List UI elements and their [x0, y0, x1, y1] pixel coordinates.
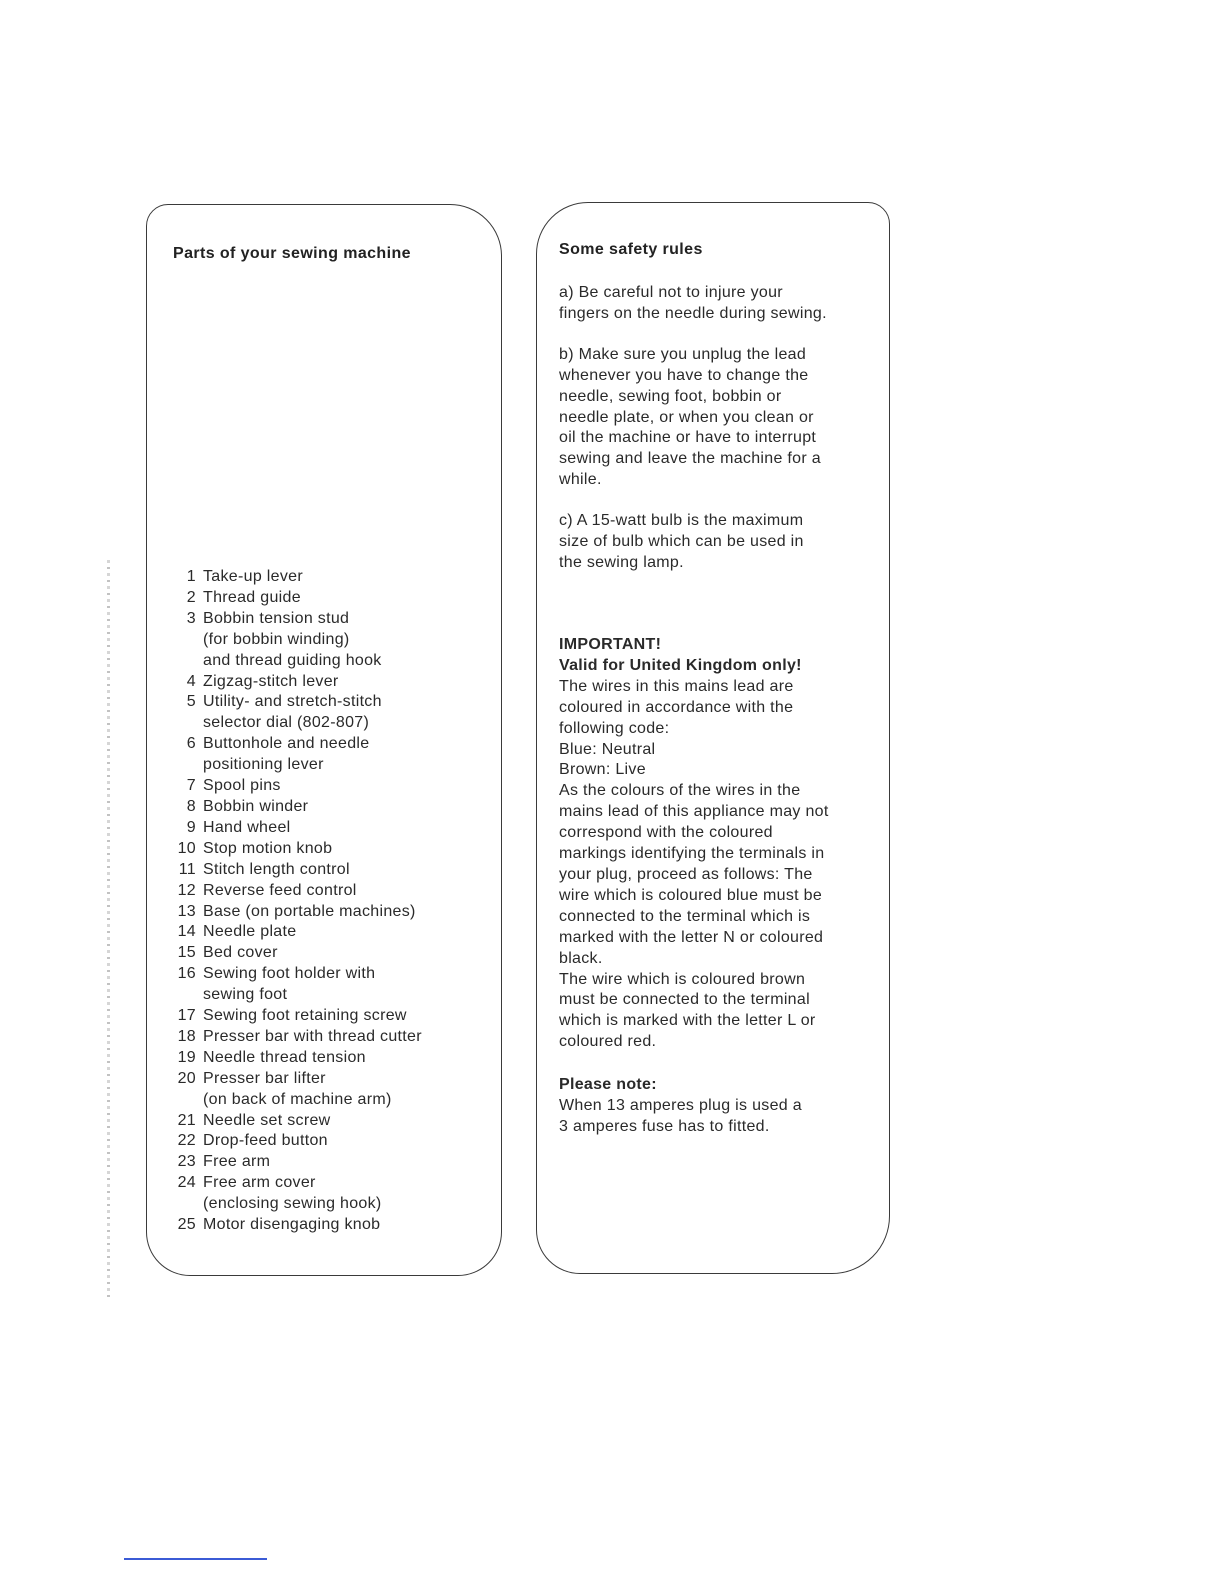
important-subtitle: Valid for United Kingdom only! [559, 656, 802, 674]
part-name: Presser bar lifter (on back of machine arm) [203, 1069, 392, 1108]
important-notice [559, 635, 871, 1053]
important-body-2: The wire which is coloured brown must be connected to the terminal which is marked with the letter L or coloured red. [559, 970, 816, 1051]
parts-list-item [163, 567, 493, 588]
safety-rule-a: a) Be careful not to injure your fingers on the needle during sewing. [559, 284, 827, 322]
part-name: Base (on portable machines) [203, 902, 416, 920]
part-number: 23 [177, 1153, 196, 1171]
parts-list-item [163, 860, 493, 881]
parts-panel [146, 204, 502, 1276]
safety-panel [536, 202, 890, 1274]
parts-heading: Parts of your sewing machine [173, 245, 411, 262]
wire-code-brown: Brown: Live [559, 761, 646, 779]
parts-list-item [163, 1048, 493, 1069]
part-name: Stop motion knob [203, 839, 333, 857]
safety-rule-b: b) Make sure you unplug the lead whenever you have to change the needle, sewing foot, bobbin or needle plate, or when you clean or oil the machine or have to interrupt sewing and leave the machine for a while. [559, 345, 821, 489]
part-name: Zigzag-stitch lever [203, 672, 339, 690]
parts-list-item [163, 734, 493, 776]
part-number: 22 [177, 1132, 196, 1150]
part-number: 3 [186, 609, 196, 627]
parts-list-item [163, 1152, 493, 1173]
part-name: Hand wheel [203, 818, 291, 836]
important-title: IMPORTANT! [559, 636, 662, 653]
part-number: 7 [186, 777, 196, 795]
parts-list-item [163, 1173, 493, 1215]
parts-list-item [163, 902, 493, 923]
part-number: 11 [178, 860, 196, 878]
note-body: When 13 amperes plug is used a 3 amperes fuse has to fitted. [559, 1096, 802, 1135]
wire-code-blue: Blue: Neutral [559, 740, 656, 758]
note-title: Please note: [559, 1076, 657, 1093]
parts-list-item [163, 818, 493, 839]
important-body-1: As the colours of the wires in the mains lead of this appliance may not correspond with the coloured markings identifying the terminals in your plug, proceed as follows: The wire which is coloured blue must be connected to the terminal which is marked with the letter N or coloured black. [559, 782, 829, 967]
part-name: Bobbin tension stud (for bobbin winding) and thread guiding hook [203, 609, 382, 669]
part-number: 18 [177, 1027, 196, 1045]
parts-list-item [163, 588, 493, 609]
part-name: Bobbin winder [203, 797, 309, 815]
part-name: Presser bar with thread cutter [203, 1027, 422, 1045]
part-name: Sewing foot holder with sewing foot [203, 965, 376, 1004]
part-name: Stitch length control [203, 860, 350, 878]
part-number: 19 [177, 1048, 196, 1066]
parts-list-item [163, 839, 493, 860]
parts-list-item [163, 1215, 493, 1236]
part-number: 20 [177, 1069, 196, 1087]
part-number: 8 [186, 797, 196, 815]
part-name: Needle set screw [203, 1111, 331, 1129]
part-name: Free arm cover (enclosing sewing hook) [203, 1174, 382, 1213]
parts-list-item [163, 609, 493, 672]
part-name: Bed cover [203, 944, 278, 962]
part-name: Spool pins [203, 777, 281, 795]
parts-list-item [163, 1111, 493, 1132]
part-number: 24 [177, 1174, 196, 1192]
part-number: 25 [177, 1216, 196, 1234]
parts-list-item [163, 1131, 493, 1152]
parts-list-item [163, 1027, 493, 1048]
part-number: 6 [186, 735, 196, 753]
parts-list-item [163, 1006, 493, 1027]
safety-heading: Some safety rules [559, 241, 703, 258]
part-name: Needle thread tension [203, 1048, 366, 1066]
important-intro: The wires in this mains lead are coloured in accordance with the following code: [559, 677, 794, 737]
part-number: 9 [186, 818, 196, 836]
part-name: Thread guide [203, 588, 301, 606]
part-number: 15 [177, 944, 196, 962]
part-name: Drop-feed button [203, 1132, 328, 1150]
part-number: 16 [177, 965, 196, 983]
parts-list-item [163, 776, 493, 797]
safety-rules [559, 283, 871, 594]
parts-list-item [163, 672, 493, 693]
scan-edge-artifact [107, 560, 110, 1300]
part-name: Utility- and stretch-stitch selector dial (802-807) [203, 693, 382, 732]
part-name: Needle plate [203, 923, 297, 941]
parts-list-item [163, 964, 493, 1006]
parts-list-item [163, 943, 493, 964]
safety-rule-c: c) A 15-watt bulb is the maximum size of bulb which can be used in the sewing lamp. [559, 512, 804, 571]
parts-list-item [163, 881, 493, 902]
part-number: 14 [177, 923, 196, 941]
parts-list [163, 567, 493, 1236]
part-name: Take-up lever [203, 568, 303, 585]
part-number: 13 [177, 902, 196, 920]
part-number: 5 [186, 693, 196, 711]
part-number: 17 [177, 1007, 196, 1025]
part-number: 21 [177, 1111, 196, 1129]
parts-list-item [163, 922, 493, 943]
part-name: Free arm [203, 1153, 271, 1171]
part-number: 4 [186, 672, 196, 690]
parts-list-item [163, 797, 493, 818]
part-name: Reverse feed control [203, 881, 357, 899]
part-name: Buttonhole and needle positioning lever [203, 735, 370, 774]
part-name: Motor disengaging knob [203, 1216, 381, 1234]
part-name: Sewing foot retaining screw [203, 1007, 407, 1025]
parts-list-item [163, 692, 493, 734]
part-number: 12 [177, 881, 196, 899]
parts-list-item [163, 1069, 493, 1111]
bottom-rule [124, 1558, 267, 1560]
part-number: 10 [177, 839, 196, 857]
part-number: 1 [186, 568, 196, 585]
part-number: 2 [186, 588, 196, 606]
please-note [559, 1075, 871, 1138]
